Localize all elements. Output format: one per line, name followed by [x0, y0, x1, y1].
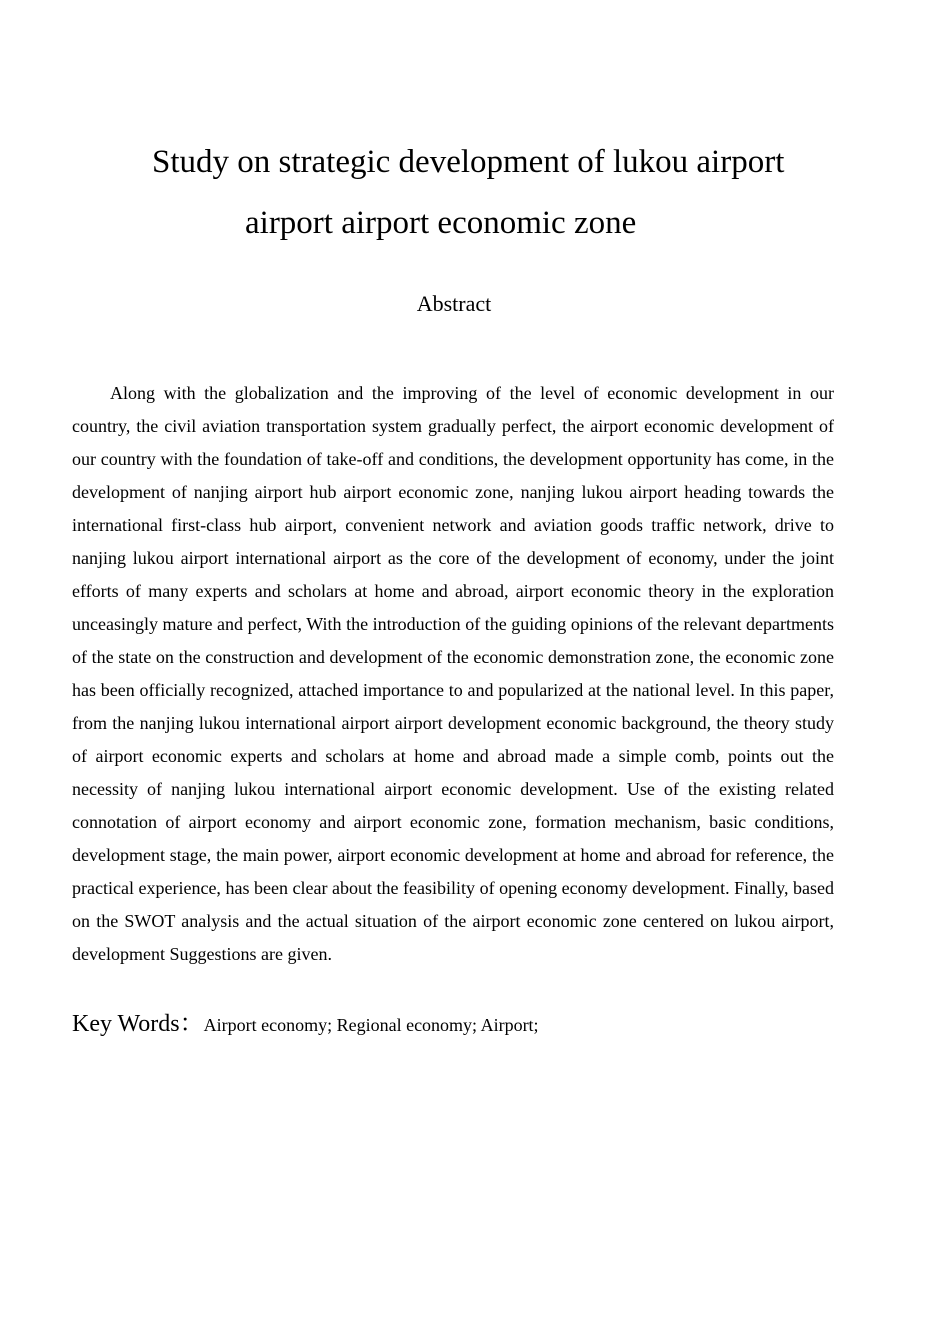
keywords-separator: ： [179, 1011, 204, 1037]
keywords-line [72, 1008, 834, 1041]
abstract-body: Along with the globalization and the improving of the level of economic development in our country, the civil aviation transportation system gradually perfect, the airport economic development of our country with the foundation of take-off and conditions, the development opportunity has come, in the development of nanjing airport hub airport economic zone, nanjing lukou airport heading towards the international first-class hub airport, convenient network and aviation goods traffic network, drive to nanjing lukou airport international airport as the core of the development of economy, under the joint efforts of many experts and scholars at home and abroad, airport economic theory in the exploration unceasingly mature and perfect, With the introduction of the guiding opinions of the relevant departments of the state on the construction and development of the economic demonstration zone, the economic zone has been officially recognized, attached importance to and popularized at the national level. In this paper, from the nanjing lukou international airport airport development economic background, the theory study of airport economic experts and scholars at home and abroad made a simple comb, points out the necessity of nanjing lukou international airport economic development. Use of the existing related connotation of airport economy and airport economic zone, formation mechanism, basic conditions, development stage, the main power, airport economic development at home and abroad for reference, the practical experience, has been clear about the feasibility of opening economy development. Finally, based on the SWOT analysis and the actual situation of the airport economic zone centered on lukou airport, development Suggestions are given. [72, 383, 834, 964]
title-line-1: Study on strategic development of lukou airport [152, 144, 785, 180]
title-line-2: airport airport economic zone [245, 205, 637, 241]
keywords-values: Airport economy; Regional economy; Airport; [203, 1015, 539, 1035]
keywords-label: Key Words [72, 1011, 180, 1037]
abstract-heading: Abstract [416, 291, 492, 316]
